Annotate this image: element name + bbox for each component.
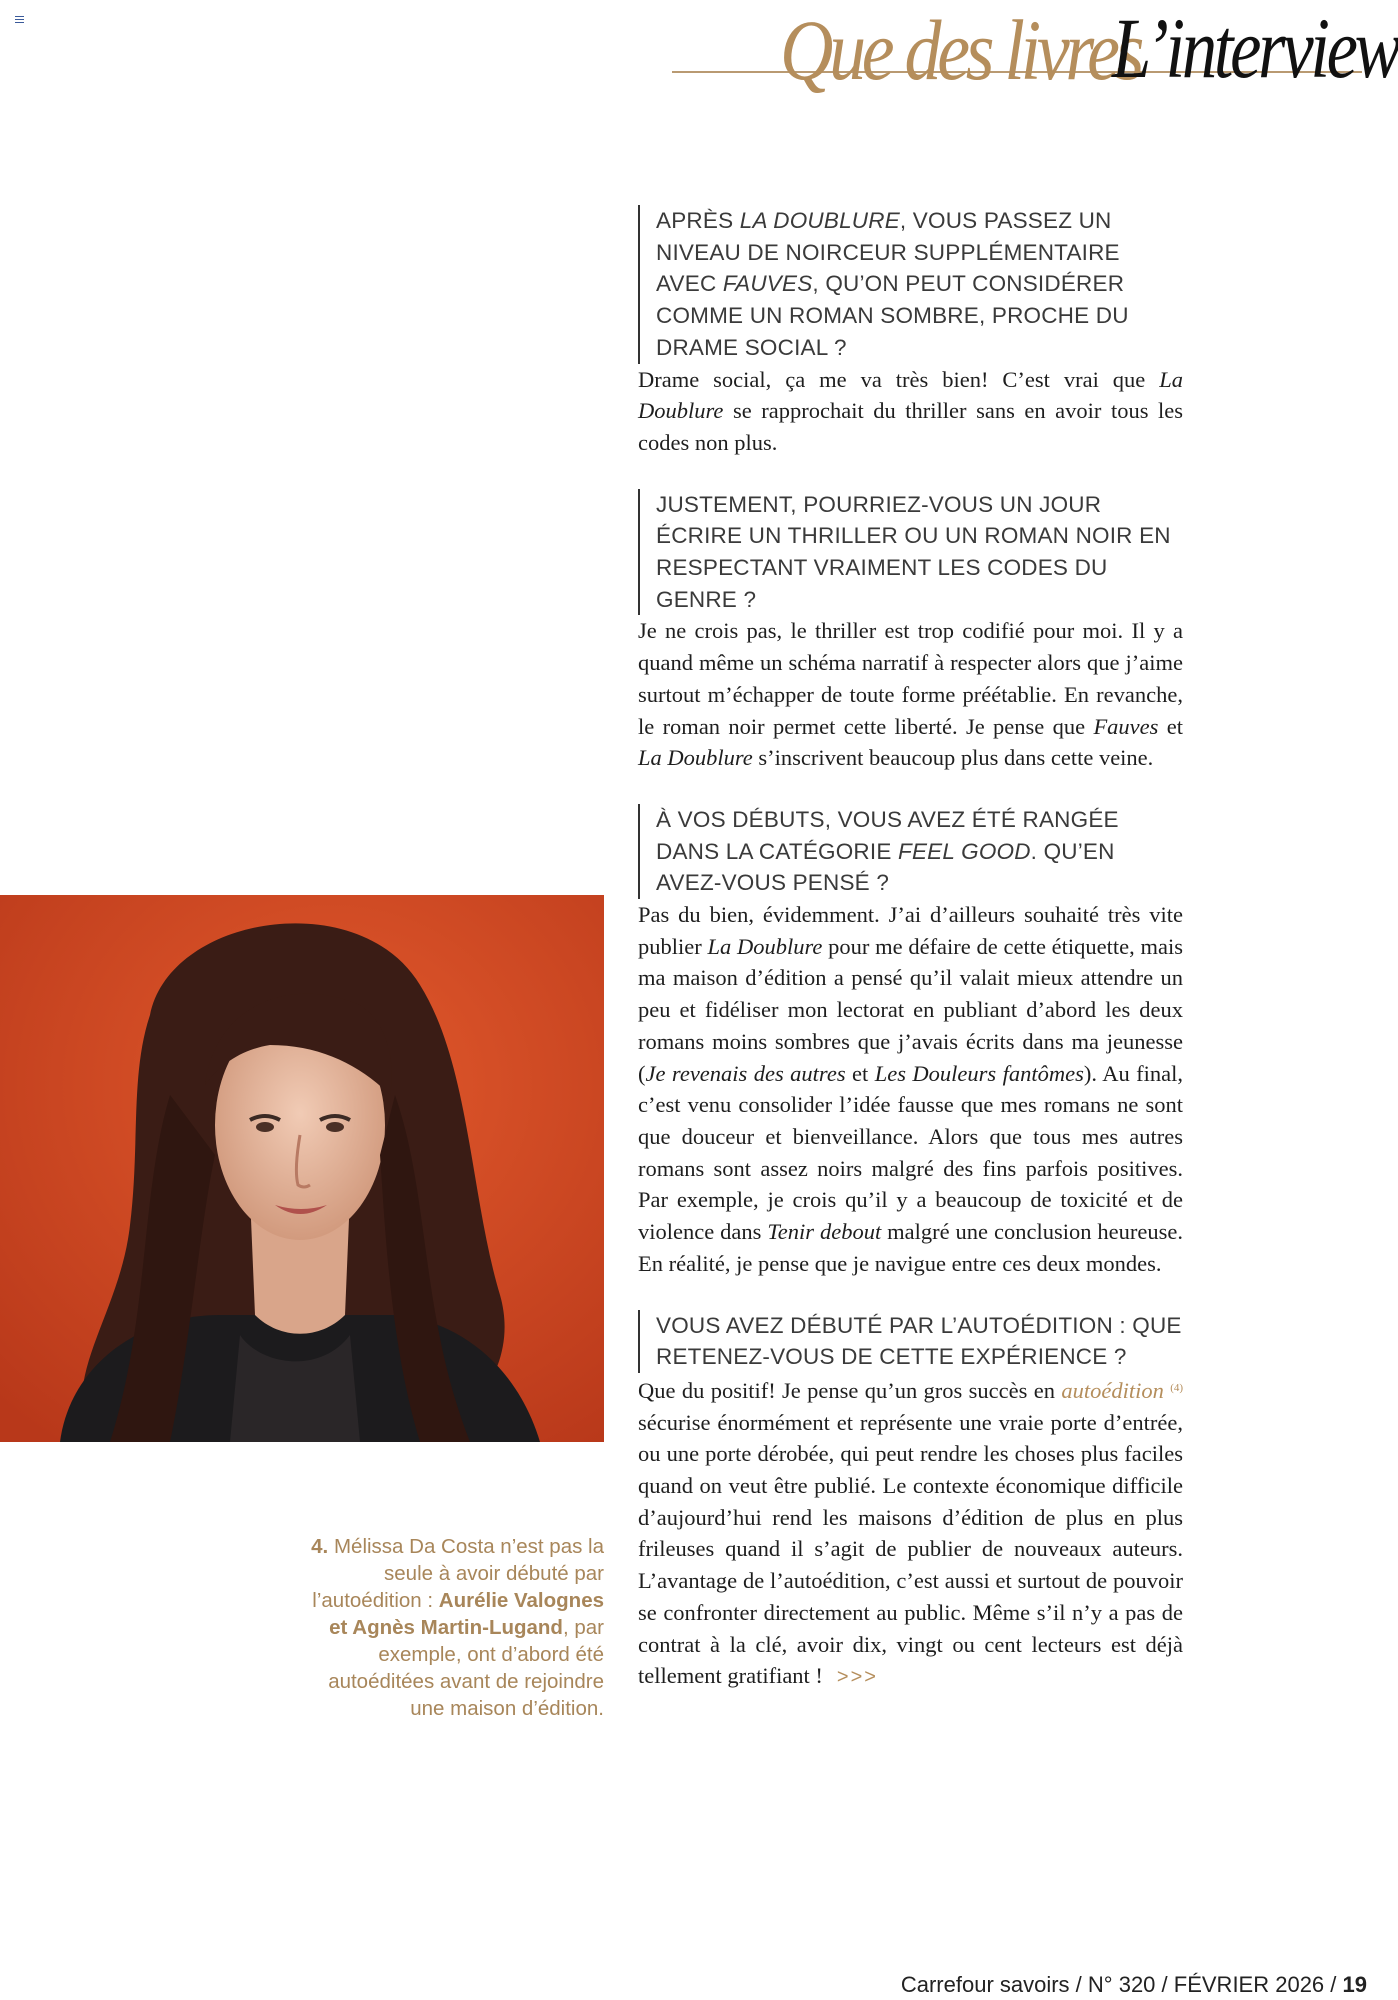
answer-1: Drame social, ça me va très bien! C’est vrai que La Doublure se rapprochait du thriller sans en avoir tous les codes non plus. xyxy=(638,366,1183,455)
footnote-ref: (4) xyxy=(1170,1381,1184,1394)
answer-2: Je ne crois pas, le thriller est trop codifié pour moi. Il y a quand même un schéma narratif à respecter alors que j’aime surtout m’échapper de toute forme préétablie. En revanche, le roman noir permet cette liberté. Je pense que Fauves et La Doublure s’inscrivent beaucoup plus dans cette veine. xyxy=(638,618,1183,771)
question-2: JUSTEMENT, POURRIEZ-VOUS UN JOUR ÉCRIRE UN THRILLER OU UN ROMAN NOIR EN RESPECTANT VRAIMENT LES CODES DU GENRE ? xyxy=(638,489,1183,616)
continue-arrows[interactable]: >>> xyxy=(836,1666,878,1689)
question-3: À VOS DÉBUTS, VOUS AVEZ ÉTÉ RANGÉE DANS LA CATÉGORIE FEEL GOOD. QU’EN AVEZ-VOUS PENSÉ ? xyxy=(638,804,1183,899)
answer-3: Pas du bien, évidemment. J’ai d’ailleurs souhaité très vite publier La Doublure pour me défaire de cette étiquette, mais ma maison d’édition a pensé qu’il valait mieux attendre un peu et fidéliser mon lectorat en publiant d’abord les deux romans moins sombres que j’avais écrits dans ma jeunesse (Je revenais des autres et Les Douleurs fantômes). Au final, c’est venu consolider l’idée fausse que mes romans ne sont que douceur et bienveillance. Alors que tous mes autres romans sont assez noirs malgré des fins parfois positives. Par exemple, je crois qu’il y a beaucoup de toxicité et de violence dans Tenir debout malgré une conclusion heureuse. En réalité, je pense que je navigue entre ces deux mondes. xyxy=(638,902,1184,1276)
answer-4: Que du positif! Je pense qu’un gros succès en autoédition $^{(4)}$ sécurise énormément et représente une vraie porte d’entrée, ou une porte dérobée, qui peut rendre les choses plus faciles quand on veut être publié. Le contexte économique difficile d’aujourd’hui rend les maisons d’édition de plus en plus frileuses quand il s’agit de publier de nouveaux auteurs. L’avantage de l’autoédition, c’est aussi et surtout de pouvoir se confronter directement au public. Même s’il n’y a pas de contrat à la clé, avoir dix, vingt ou cent lecteurs est déjà tellement gratifiant ! >>> xyxy=(638,1377,1184,1689)
menu-icon[interactable] xyxy=(15,16,24,23)
author-portrait xyxy=(0,895,604,1442)
interview-column xyxy=(638,205,1183,1694)
question-4: VOUS AVEZ DÉBUTÉ PAR L’AUTOÉDITION : QUE RETENEZ-VOUS DE CETTE EXPÉRIENCE ? xyxy=(638,1310,1183,1373)
footnote-4: 4. Mélissa Da Costa n’est pas la seule à avoir débuté par l’autoédition : Aurélie Valognes et Agnès Martin-Lugand, par exemple, ont d’abord été autoéditées avant de rejoindre une maison d’édition. xyxy=(311,1535,604,1720)
page-footer: Carrefour savoirs / N° 320 / FÉVRIER 2026 / 19 xyxy=(900,1972,1367,1997)
autoedition-link[interactable]: autoédition xyxy=(1061,1377,1164,1403)
question-1: APRÈS LA DOUBLURE, VOUS PASSEZ UN NIVEAU DE NOIRCEUR SUPPLÉMENTAIRE AVEC FAUVES, QU’ON PEUT CONSIDÉRER COMME UN ROMAN SOMBRE, PROCHE DU DRAME SOCIAL ? xyxy=(638,205,1183,364)
section-title: Que des livres xyxy=(780,2,1141,98)
page-number: 19 xyxy=(1342,1972,1367,1997)
section-subtitle: L’interview xyxy=(1112,0,1398,96)
